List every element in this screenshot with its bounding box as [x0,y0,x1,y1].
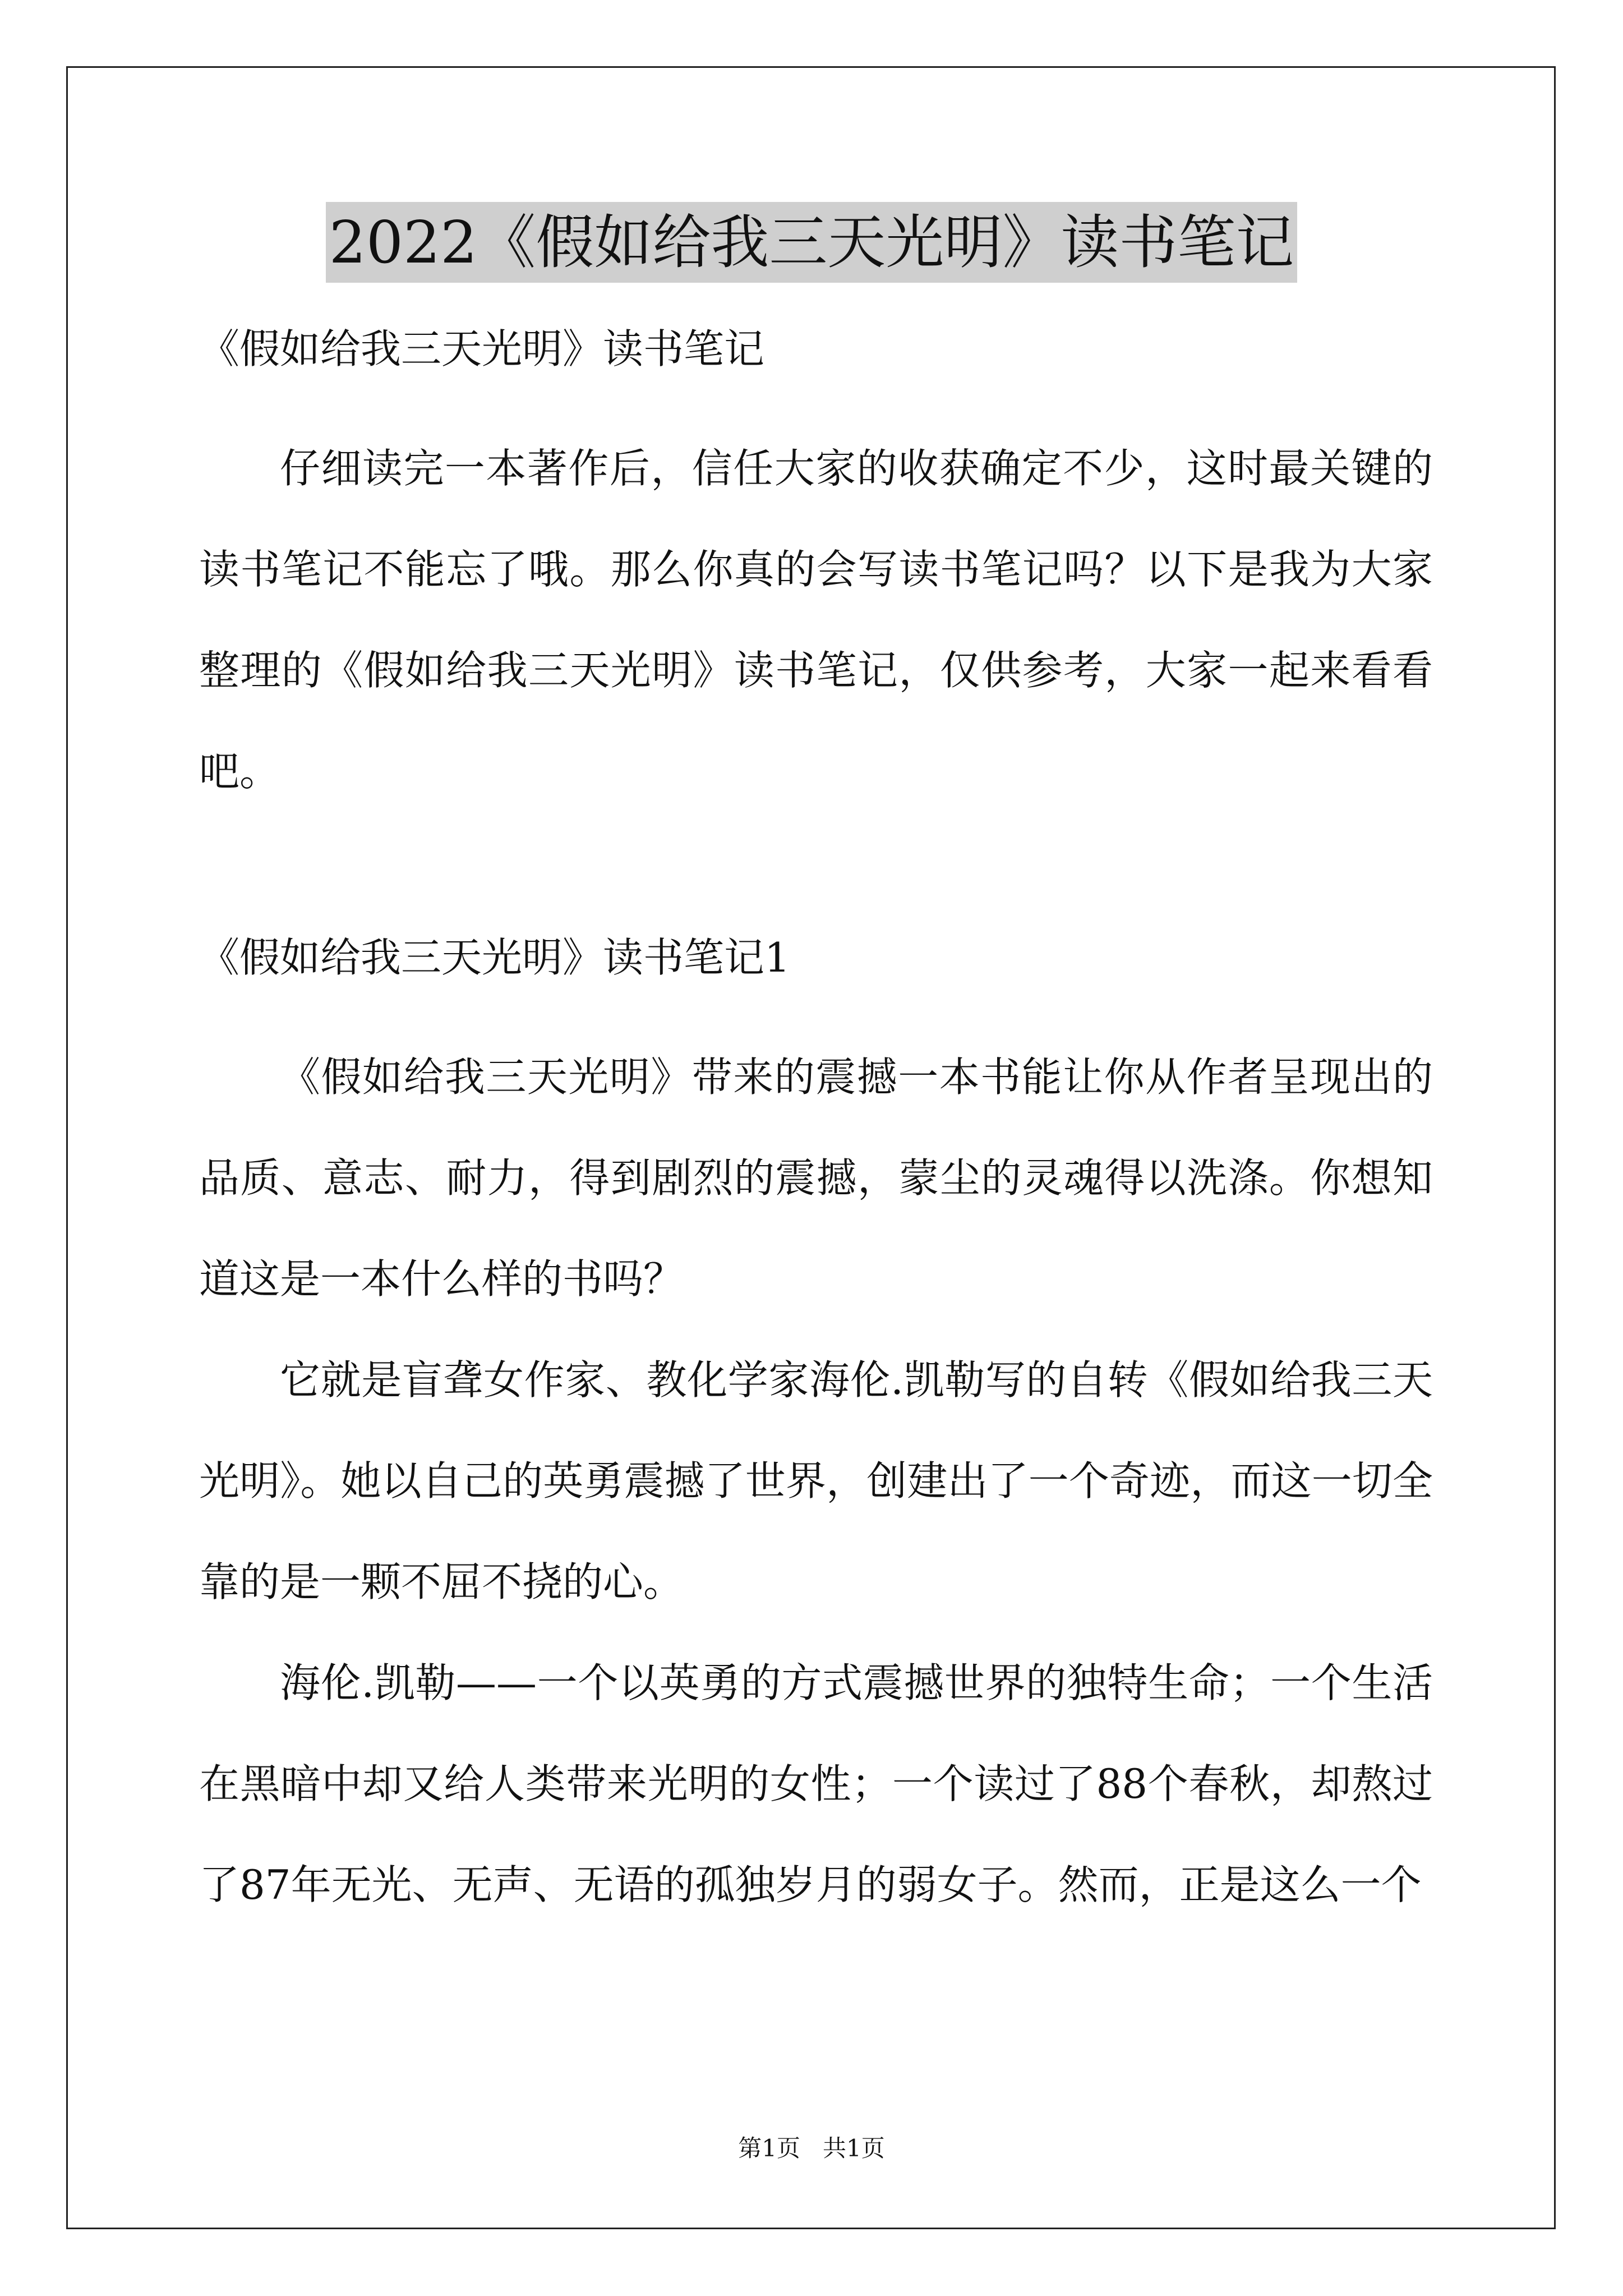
body-paragraph-1: 《假如给我三天光明》带来的震撼一本书能让你从作者呈现出的品质、意志、耐力，得到剧烈的震撼，蒙尘的灵魂得以洗涤。你想知道这是一本什么样的书吗？ [199,1053,1433,1303]
page-footer: 第1页 共1页 [738,2134,885,2162]
document-title: 2022《假如给我三天光明》读书笔记 [326,202,1298,283]
body-paragraph-2: 它就是盲聋女作家、教化学家海伦.凯勒写的自转《假如给我三天光明》。她以自己的英勇震撼了世界，创建出了一个奇迹，而这一切全靠的是一颗不屈不挠的心。 [199,1356,1433,1605]
document-body [199,314,1433,1935]
section-heading: 《假如给我三天光明》读书笔记1 [199,934,790,981]
section-spacer [199,822,1433,923]
intro-paragraph: 仔细读完一本著作后，信任大家的收获确定不少，这时最关键的读书笔记不能忘了哦。那么你真的会写读书笔记吗？以下是我为大家整理的《假如给我三天光明》读书笔记，仅供参考，大家一起来看看吧。 [199,445,1433,795]
intro-heading: 《假如给我三天光明》读书笔记 [199,325,765,372]
body-paragraph-3: 海伦.凯勒——一个以英勇的方式震撼世界的独特生命；一个生活在黑暗中却又给人类带来光明的女性；一个读过了88个春秋，却熬过了87年无光、无声、无语的孤独岁月的弱女子。然而，正是这么一个 [199,1659,1433,1908]
title-container [0,202,1623,283]
